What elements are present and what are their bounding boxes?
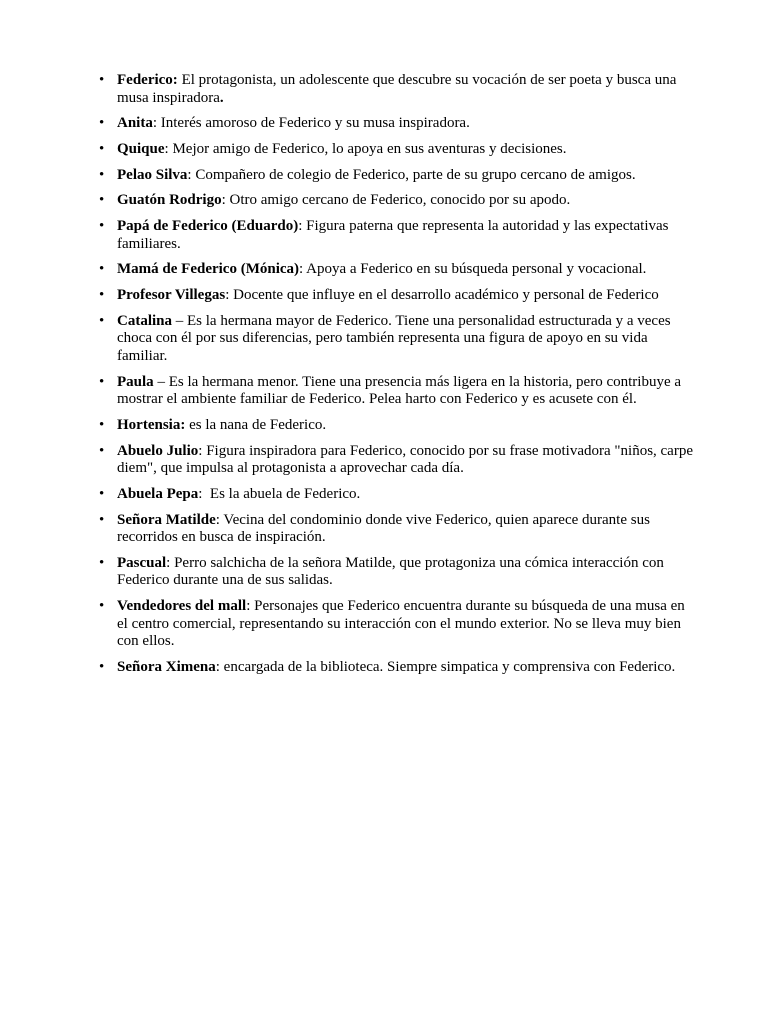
character-name: Anita: [117, 115, 153, 132]
character-description: es la nana de Federico.: [185, 416, 327, 433]
character-description: El protagonista, un adolescente que descubre su vocación de ser poeta y busca una musa inspiradora: [117, 72, 677, 106]
list-item-abuelo-julio: [99, 443, 699, 478]
bullet: •: [99, 485, 105, 502]
character-name: Quique: [117, 140, 165, 157]
list-item-pascual: [99, 555, 699, 590]
bullet: •: [99, 218, 105, 235]
bullet: •: [99, 166, 105, 183]
bullet: •: [99, 373, 105, 390]
list-item-catalina: [99, 313, 699, 366]
character-description: – Es la hermana mayor de Federico. Tiene una personalidad estructurada y a veces choca con él por sus diferencias, pero también representa una figura de apoyo en su vida familiar.: [117, 312, 671, 364]
character-description: : Apoya a Federico en su búsqueda personal y vocacional.: [299, 261, 647, 278]
character-name: Federico:: [117, 72, 178, 88]
bullet: •: [99, 140, 105, 157]
character-name: Profesor Villegas: [117, 287, 226, 303]
character-description: : Perro salchicha de la señora Matilde, que protagoniza una cómica interacción con Federico durante una de sus salidas.: [117, 554, 664, 589]
list-item-profesor-villegas: [99, 287, 699, 305]
list-item-pelao-silva: [99, 167, 699, 185]
list-item-abuela-pepa: [99, 486, 699, 504]
character-name: Catalina: [117, 312, 173, 329]
bullet: •: [99, 554, 105, 571]
character-description: : Personajes que Federico encuentra durante su búsqueda de una musa en el centro comercial, representando su interacción con el mundo exterior. No se lleva muy bien con ellos.: [117, 598, 685, 650]
list-item-quique: [99, 141, 699, 159]
character-description: : Interés amoroso de Federico y su musa inspiradora.: [152, 115, 470, 132]
bullet: •: [99, 192, 105, 209]
bullet: •: [99, 72, 105, 88]
character-name: Señora Ximena: [117, 658, 216, 675]
bullet: •: [99, 416, 105, 433]
bullet: •: [99, 312, 105, 329]
bullet: •: [99, 658, 105, 675]
character-name: Señora Matilde: [117, 511, 216, 528]
character-list: [99, 72, 699, 685]
list-item-senora-ximena: [99, 659, 699, 677]
character-name: Paula: [117, 373, 154, 390]
bullet: •: [99, 598, 105, 615]
character-name: Pelao Silva: [117, 166, 188, 183]
character-name: Mamá de Federico (Mónica): [117, 261, 300, 278]
list-item-papa: [99, 218, 699, 253]
list-item-mama: [99, 261, 699, 279]
bullet: •: [99, 261, 105, 278]
character-description: : Figura inspiradora para Federico, conocido por su frase motivadora "niños, carpe diem", que impulsa al protagonista a aprovechar cada día.: [117, 442, 693, 477]
character-name: Guatón Rodrigo: [117, 192, 222, 209]
character-description: : Docente que influye en el desarrollo académico y personal de Federico: [225, 287, 659, 303]
trailing-period: .: [219, 89, 224, 106]
character-description: : Vecina del condominio donde vive Federico, quien aparece durante sus recorridos en busca de inspiración.: [117, 511, 650, 546]
character-description: : Compañero de colegio de Federico, parte de su grupo cercano de amigos.: [187, 166, 636, 183]
list-item-hortensia: [99, 417, 699, 435]
bullet: •: [99, 115, 105, 132]
character-name: Hortensia:: [117, 416, 186, 433]
character-description: : Figura paterna que representa la autoridad y las expectativas familiares.: [117, 218, 669, 252]
character-name: Vendedores del mall: [117, 598, 247, 615]
bullet: •: [99, 442, 105, 459]
character-description: : Es la abuela de Federico.: [198, 485, 361, 502]
list-item-senora-matilde: [99, 512, 699, 547]
list-item-anita: [99, 115, 699, 133]
list-item-federico: [99, 72, 699, 107]
character-name: Pascual: [117, 554, 167, 571]
character-description: : Mejor amigo de Federico, lo apoya en sus aventuras y decisiones.: [164, 140, 567, 157]
list-item-paula: [99, 374, 699, 409]
character-name: Abuela Pepa: [117, 485, 199, 502]
character-description: – Es la hermana menor. Tiene una presencia más ligera en la historia, pero contribuye a mostrar el ambiente familiar de Federico. Pelea harto con Federico y es acusete con él.: [117, 373, 682, 408]
character-description: : encargada de la biblioteca. Siempre simpatica y comprensiva con Federico.: [215, 658, 676, 675]
list-item-vendedores-del-mall: [99, 598, 699, 651]
character-name: Papá de Federico (Eduardo): [117, 218, 299, 235]
character-name: Abuelo Julio: [117, 442, 199, 459]
character-description: : Otro amigo cercano de Federico, conocido por su apodo.: [221, 192, 571, 209]
list-item-guaton-rodrigo: [99, 192, 699, 210]
bullet: •: [99, 511, 105, 528]
bullet: •: [99, 287, 105, 303]
